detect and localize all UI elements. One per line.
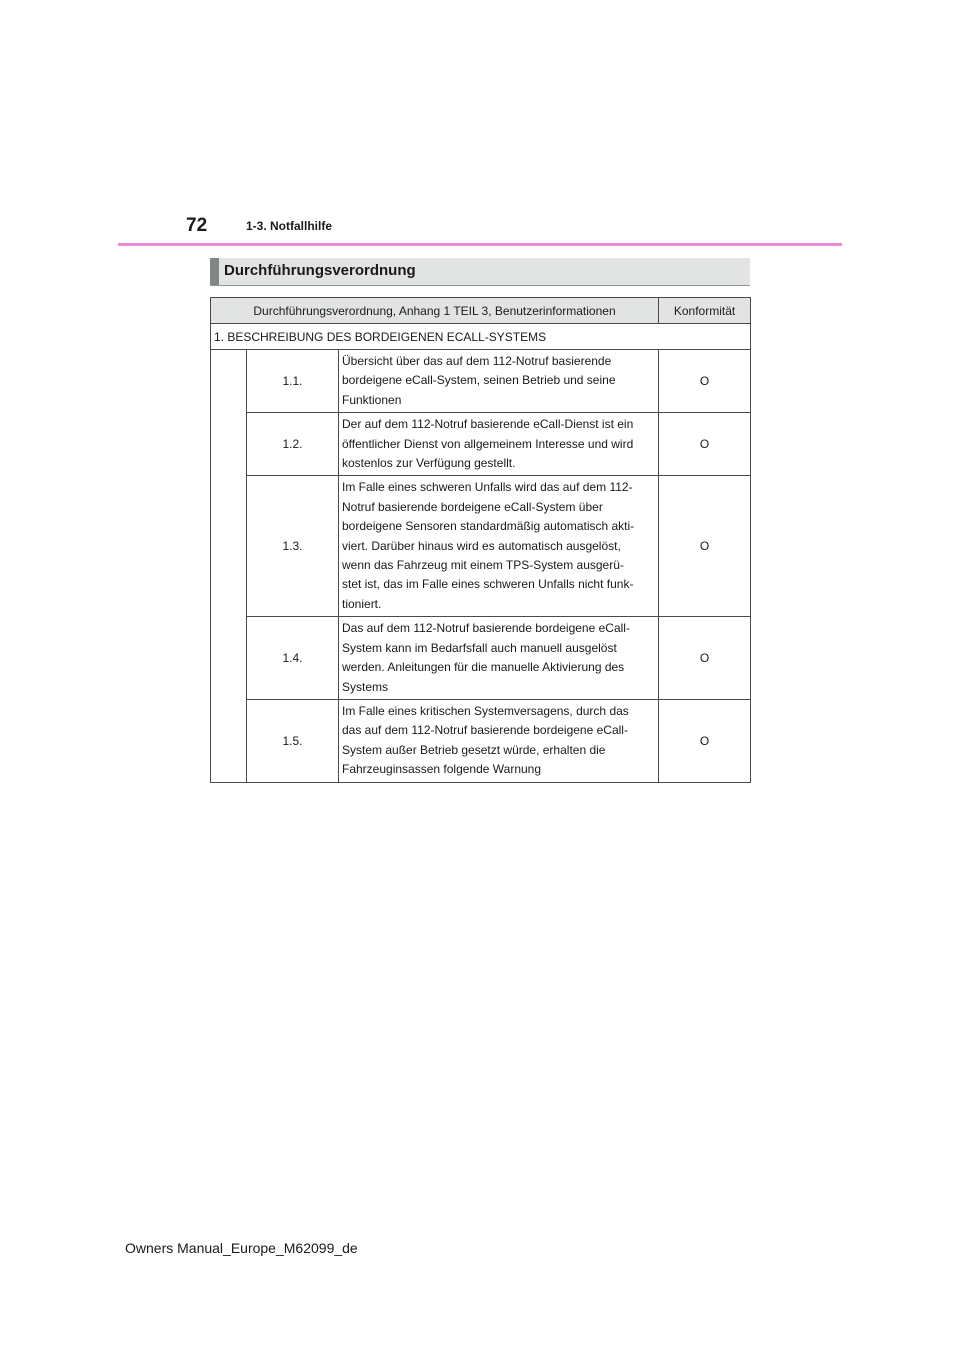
description-line: stet ist, das im Falle eines schweren Unfalls nicht funk- bbox=[342, 577, 634, 592]
row-number: 1.5. bbox=[247, 699, 339, 782]
description-line: tioniert. bbox=[342, 596, 382, 611]
row-description bbox=[339, 350, 659, 413]
header-divider bbox=[118, 243, 842, 246]
header-conformity: Konformität bbox=[659, 298, 751, 324]
row-description bbox=[339, 617, 659, 700]
row-description bbox=[339, 476, 659, 617]
row-conformity: O bbox=[659, 699, 751, 782]
table-row bbox=[211, 413, 751, 476]
description-line: Im Falle eines schweren Unfalls wird das auf dem 112- bbox=[342, 480, 633, 495]
row-conformity: O bbox=[659, 617, 751, 700]
footer-doc-id: Owners Manual_Europe_M62099_de bbox=[125, 1240, 358, 1256]
description-line: werden. Anleitungen für die manuelle Aktivierung des bbox=[342, 660, 625, 675]
description-line: Der auf dem 112-Notruf basierende eCall-Dienst ist ein bbox=[342, 417, 634, 432]
row-number: 1.1. bbox=[247, 350, 339, 413]
description-line: kostenlos zur Verfügung gestellt. bbox=[342, 456, 516, 471]
table-row bbox=[211, 699, 751, 782]
description-line: Das auf dem 112-Notruf basierende bordeigene eCall- bbox=[342, 621, 630, 636]
page-number: 72 bbox=[186, 215, 208, 236]
table-row bbox=[211, 350, 751, 413]
description-line: Fahrzeuginsassen folgende Warnung bbox=[342, 762, 542, 777]
description-line: Funktionen bbox=[342, 392, 402, 407]
table-row bbox=[211, 617, 751, 700]
description-line: Notruf basierende bordeigene eCall-System über bbox=[342, 499, 603, 514]
description-line: System kann im Bedarfsfall auch manuell ausgelöst bbox=[342, 640, 617, 655]
description-line: System außer Betrieb gesetzt würde, erhalten die bbox=[342, 742, 606, 757]
table-row bbox=[211, 476, 751, 617]
description-line: Im Falle eines kritischen Systemversagens, durch das bbox=[342, 703, 629, 718]
table-header-row bbox=[211, 298, 751, 324]
row-description bbox=[339, 413, 659, 476]
section-title: Durchführungsverordnung bbox=[224, 262, 416, 279]
row-number: 1.4. bbox=[247, 617, 339, 700]
description-line: Übersicht über das auf dem 112-Notruf basierende bbox=[342, 354, 612, 368]
section-title-bar bbox=[210, 258, 750, 286]
row-conformity: O bbox=[659, 476, 751, 617]
row-number: 1.3. bbox=[247, 476, 339, 617]
row-conformity: O bbox=[659, 413, 751, 476]
header-description: Durchführungsverordnung, Anhang 1 TEIL 3, Benutzerinformationen bbox=[211, 298, 659, 324]
description-line: bordeigene eCall-System, seinen Betrieb und seine bbox=[342, 373, 616, 388]
row-number: 1.2. bbox=[247, 413, 339, 476]
section-row bbox=[211, 324, 751, 350]
description-line: öffentlicher Dienst von allgemeinem Interesse und wird bbox=[342, 436, 634, 451]
description-line: Systems bbox=[342, 679, 389, 694]
indent-cell bbox=[211, 350, 247, 783]
row-conformity: O bbox=[659, 350, 751, 413]
title-accent-bar bbox=[210, 258, 219, 285]
description-line: bordeigene Sensoren standardmäßig automatisch akti- bbox=[342, 519, 635, 534]
description-line: das auf dem 112-Notruf basierende bordeigene eCall- bbox=[342, 723, 628, 738]
description-line: viert. Darüber hinaus wird es automatisch ausgelöst, bbox=[342, 538, 621, 553]
row-description bbox=[339, 699, 659, 782]
description-line: wenn das Fahrzeug mit einem TPS-System ausgerü- bbox=[342, 558, 624, 573]
section-header: 1-3. Notfallhilfe bbox=[246, 219, 333, 233]
requirements-table bbox=[210, 297, 751, 783]
section-row-label: 1. BESCHREIBUNG DES BORDEIGENEN ECALL-SYSTEMS bbox=[211, 324, 751, 350]
